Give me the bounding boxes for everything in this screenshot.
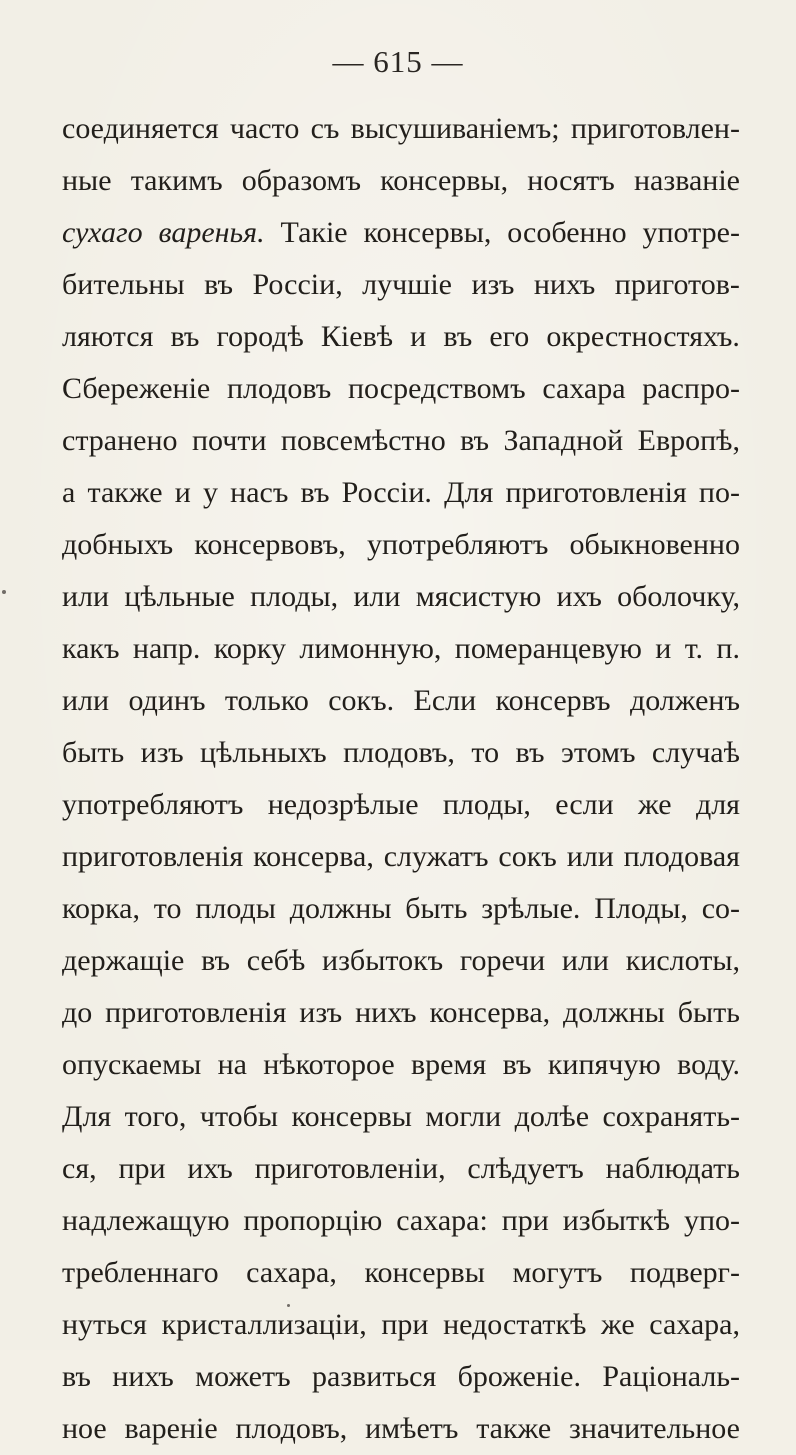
word: въ bbox=[460, 424, 490, 457]
word: нихъ bbox=[112, 1360, 174, 1393]
word: консервъ bbox=[495, 684, 611, 717]
word: цѣльные bbox=[124, 580, 235, 613]
word: Для bbox=[444, 476, 494, 509]
word: часто bbox=[229, 112, 300, 145]
word: приготовленія bbox=[62, 840, 244, 873]
word: зрѣлые. bbox=[481, 892, 581, 925]
word: въ bbox=[201, 944, 231, 977]
word: на bbox=[217, 1048, 247, 1081]
word: сахара: bbox=[396, 1204, 488, 1237]
word: въ bbox=[62, 1360, 91, 1393]
word: долженъ bbox=[629, 684, 740, 717]
word: наблюдать bbox=[605, 1152, 740, 1185]
word: сахара bbox=[542, 372, 626, 405]
word: значительное bbox=[569, 1412, 740, 1445]
text-line bbox=[62, 155, 740, 207]
word: или bbox=[561, 944, 609, 977]
word: быть bbox=[677, 996, 740, 1029]
word: случаѣ bbox=[651, 736, 740, 769]
word: служатъ bbox=[383, 840, 489, 873]
word: или bbox=[353, 580, 401, 613]
word: могутъ bbox=[512, 1256, 603, 1289]
word: пропорцію bbox=[243, 1204, 383, 1237]
word: корка, bbox=[62, 892, 140, 925]
word: время bbox=[410, 1048, 487, 1081]
word: недозрѣлые bbox=[267, 788, 419, 821]
word: консерва, bbox=[429, 996, 551, 1029]
text-line bbox=[62, 1143, 740, 1195]
word: при bbox=[501, 1204, 549, 1237]
text-line bbox=[62, 571, 740, 623]
word: можетъ bbox=[195, 1360, 291, 1393]
word: Западной bbox=[503, 424, 624, 457]
word: только bbox=[224, 684, 309, 717]
word: кипячую bbox=[547, 1048, 661, 1081]
word: чтобы bbox=[199, 1100, 279, 1133]
word: окрестностяхъ. bbox=[546, 320, 740, 353]
text-line bbox=[62, 207, 740, 259]
word: Такіе bbox=[280, 216, 348, 249]
word: въ bbox=[204, 268, 234, 301]
word: плоды bbox=[195, 892, 276, 925]
word: въ bbox=[515, 736, 545, 769]
text-line bbox=[62, 415, 740, 467]
word: изъ bbox=[471, 268, 515, 301]
word: Раціональ- bbox=[602, 1360, 740, 1393]
word: напр. bbox=[132, 632, 201, 665]
word: цѣльныхъ bbox=[200, 736, 327, 769]
word: консервовъ, bbox=[194, 528, 346, 561]
word: то bbox=[153, 892, 182, 925]
word: его bbox=[489, 320, 530, 353]
text-line bbox=[62, 1091, 740, 1143]
word: сухаго bbox=[62, 216, 143, 249]
word: Россіи. bbox=[341, 476, 432, 509]
word: Плоды, bbox=[594, 892, 688, 925]
word: варенья. bbox=[158, 216, 265, 249]
word: и bbox=[174, 476, 191, 509]
word: броженіе. bbox=[457, 1360, 581, 1393]
word: корку bbox=[213, 632, 287, 665]
page-number: — 615 — bbox=[332, 44, 464, 79]
word: оболочку, bbox=[617, 580, 740, 613]
word: сокъ. bbox=[328, 684, 395, 717]
word: консервы, bbox=[380, 164, 509, 197]
word: ихъ bbox=[556, 580, 602, 613]
word: такимъ bbox=[130, 164, 223, 197]
word: горечи bbox=[459, 944, 546, 977]
word: или bbox=[62, 580, 110, 613]
word: сохранять- bbox=[602, 1100, 740, 1133]
word: должны bbox=[563, 996, 665, 1029]
word: посредствомъ bbox=[348, 372, 526, 405]
word: Сбереженіе bbox=[62, 372, 211, 405]
word: при bbox=[381, 1308, 429, 1341]
word: въ bbox=[502, 1048, 532, 1081]
word: приготовленія bbox=[505, 476, 687, 509]
word: высушиваніемъ; bbox=[350, 112, 560, 145]
word: сокъ bbox=[498, 840, 557, 873]
print-speck bbox=[287, 1304, 290, 1307]
word: Для bbox=[62, 1100, 112, 1133]
word: въ bbox=[300, 476, 330, 509]
word: по- bbox=[698, 476, 740, 509]
text-line bbox=[62, 1039, 740, 1091]
word: быть bbox=[405, 892, 468, 925]
text-line bbox=[62, 727, 740, 779]
word: а bbox=[62, 476, 76, 509]
word: воду. bbox=[677, 1048, 740, 1081]
word: употребляютъ bbox=[62, 788, 244, 821]
word: консервы bbox=[291, 1100, 412, 1133]
word: и bbox=[655, 632, 672, 665]
word: плодовая bbox=[623, 840, 740, 873]
word: сахара, bbox=[649, 1308, 740, 1341]
word: распро- bbox=[642, 372, 740, 405]
text-line bbox=[62, 831, 740, 883]
word: бительны bbox=[62, 268, 185, 301]
text-line bbox=[62, 467, 740, 519]
word: померанцевую bbox=[454, 632, 642, 665]
word: какъ bbox=[62, 632, 120, 665]
text-line bbox=[62, 1299, 740, 1351]
word: нихъ bbox=[355, 996, 417, 1029]
word: должны bbox=[289, 892, 392, 925]
word: образомъ bbox=[241, 164, 361, 197]
word: или bbox=[62, 684, 110, 717]
word: особенно bbox=[507, 216, 627, 249]
text-line bbox=[62, 1195, 740, 1247]
text-line bbox=[62, 103, 740, 155]
word: плодовъ, bbox=[235, 1412, 348, 1445]
word: т. bbox=[684, 632, 704, 665]
word: также bbox=[87, 476, 163, 509]
word: названіе bbox=[633, 164, 740, 197]
text-line bbox=[62, 987, 740, 1039]
word: подверг- bbox=[629, 1256, 740, 1289]
word: Европѣ, bbox=[637, 424, 740, 457]
text-line bbox=[62, 883, 740, 935]
word: кислоты, bbox=[625, 944, 740, 977]
text-line bbox=[62, 1247, 740, 1299]
word: и bbox=[410, 320, 427, 353]
word: требленнаго bbox=[62, 1256, 219, 1289]
word: нихъ bbox=[533, 268, 596, 301]
word: то bbox=[471, 736, 500, 769]
word: въ bbox=[170, 320, 200, 353]
word: или bbox=[566, 840, 614, 873]
word: кристаллизаціи, bbox=[161, 1308, 367, 1341]
text-line bbox=[62, 935, 740, 987]
word: плодовъ bbox=[226, 372, 332, 405]
word: городѣ bbox=[216, 320, 304, 353]
text-line bbox=[62, 779, 740, 831]
word: лимонную, bbox=[299, 632, 442, 665]
word: п. bbox=[716, 632, 740, 665]
word: же bbox=[600, 1308, 635, 1341]
word: Если bbox=[413, 684, 477, 717]
word: консервы, bbox=[363, 216, 492, 249]
word: ихъ bbox=[187, 1152, 233, 1185]
word: если bbox=[555, 788, 614, 821]
word: ся, bbox=[62, 1152, 97, 1185]
word: Россіи, bbox=[252, 268, 343, 301]
word: избытокъ bbox=[322, 944, 444, 977]
word: этомъ bbox=[560, 736, 636, 769]
word: въ bbox=[443, 320, 473, 353]
word: избыткѣ bbox=[562, 1204, 671, 1237]
word: почти bbox=[191, 424, 267, 457]
word: приготов- bbox=[614, 268, 740, 301]
text-line bbox=[62, 311, 740, 363]
word: сахара, bbox=[246, 1256, 337, 1289]
text-line bbox=[62, 519, 740, 571]
word: со- bbox=[701, 892, 740, 925]
word: недостаткѣ bbox=[443, 1308, 587, 1341]
print-speck bbox=[2, 590, 6, 594]
word: ляются bbox=[62, 320, 154, 353]
word: ные bbox=[62, 164, 112, 197]
word: ное bbox=[62, 1412, 107, 1445]
word: консерва, bbox=[253, 840, 374, 873]
text-line bbox=[62, 623, 740, 675]
word: употре- bbox=[642, 216, 740, 249]
word: развиться bbox=[311, 1360, 437, 1393]
word: также bbox=[476, 1412, 552, 1445]
body-text bbox=[62, 103, 740, 1455]
word: носятъ bbox=[527, 164, 615, 197]
word: одинъ bbox=[128, 684, 206, 717]
word: повсемѣстно bbox=[280, 424, 446, 457]
text-line bbox=[62, 259, 740, 311]
word: при bbox=[118, 1152, 166, 1185]
word: изъ bbox=[140, 736, 184, 769]
word: насъ bbox=[230, 476, 289, 509]
text-line bbox=[62, 675, 740, 727]
word: надлежащую bbox=[62, 1204, 230, 1237]
word: плоды, bbox=[250, 580, 339, 613]
word: изъ bbox=[299, 996, 343, 1029]
word: вареніе bbox=[124, 1412, 218, 1445]
text-line bbox=[62, 1403, 740, 1455]
word: приготовленія bbox=[105, 996, 287, 1029]
word: лучшіе bbox=[362, 268, 452, 301]
word: добныхъ bbox=[62, 528, 174, 561]
word: приготовленіи, bbox=[254, 1152, 446, 1185]
word: того, bbox=[124, 1100, 187, 1133]
word: у bbox=[202, 476, 218, 509]
word: долѣе bbox=[514, 1100, 590, 1133]
text-line bbox=[62, 363, 740, 415]
word: Кіевѣ bbox=[320, 320, 394, 353]
word: употребляютъ bbox=[366, 528, 549, 561]
word: себѣ bbox=[246, 944, 306, 977]
word: для bbox=[695, 788, 740, 821]
word: консервы bbox=[364, 1256, 485, 1289]
word: слѣдуетъ bbox=[467, 1152, 584, 1185]
word: опускаемы bbox=[62, 1048, 202, 1081]
word: обыкновенно bbox=[569, 528, 740, 561]
word: приготовлен- bbox=[570, 112, 740, 145]
word: съ bbox=[310, 112, 340, 145]
word: быть bbox=[62, 736, 125, 769]
word: мясистую bbox=[415, 580, 542, 613]
word: странено bbox=[62, 424, 178, 457]
word: нѣкоторое bbox=[263, 1048, 395, 1081]
word: до bbox=[62, 996, 93, 1029]
word: соединяется bbox=[62, 112, 219, 145]
word: имѣетъ bbox=[365, 1412, 459, 1445]
text-line bbox=[62, 1351, 740, 1403]
word: плодовъ, bbox=[343, 736, 455, 769]
word: держащіе bbox=[62, 944, 185, 977]
word: могли bbox=[425, 1100, 502, 1133]
word: же bbox=[637, 788, 672, 821]
word: упо- bbox=[683, 1204, 740, 1237]
word: плоды, bbox=[442, 788, 531, 821]
word: нуться bbox=[62, 1308, 147, 1341]
